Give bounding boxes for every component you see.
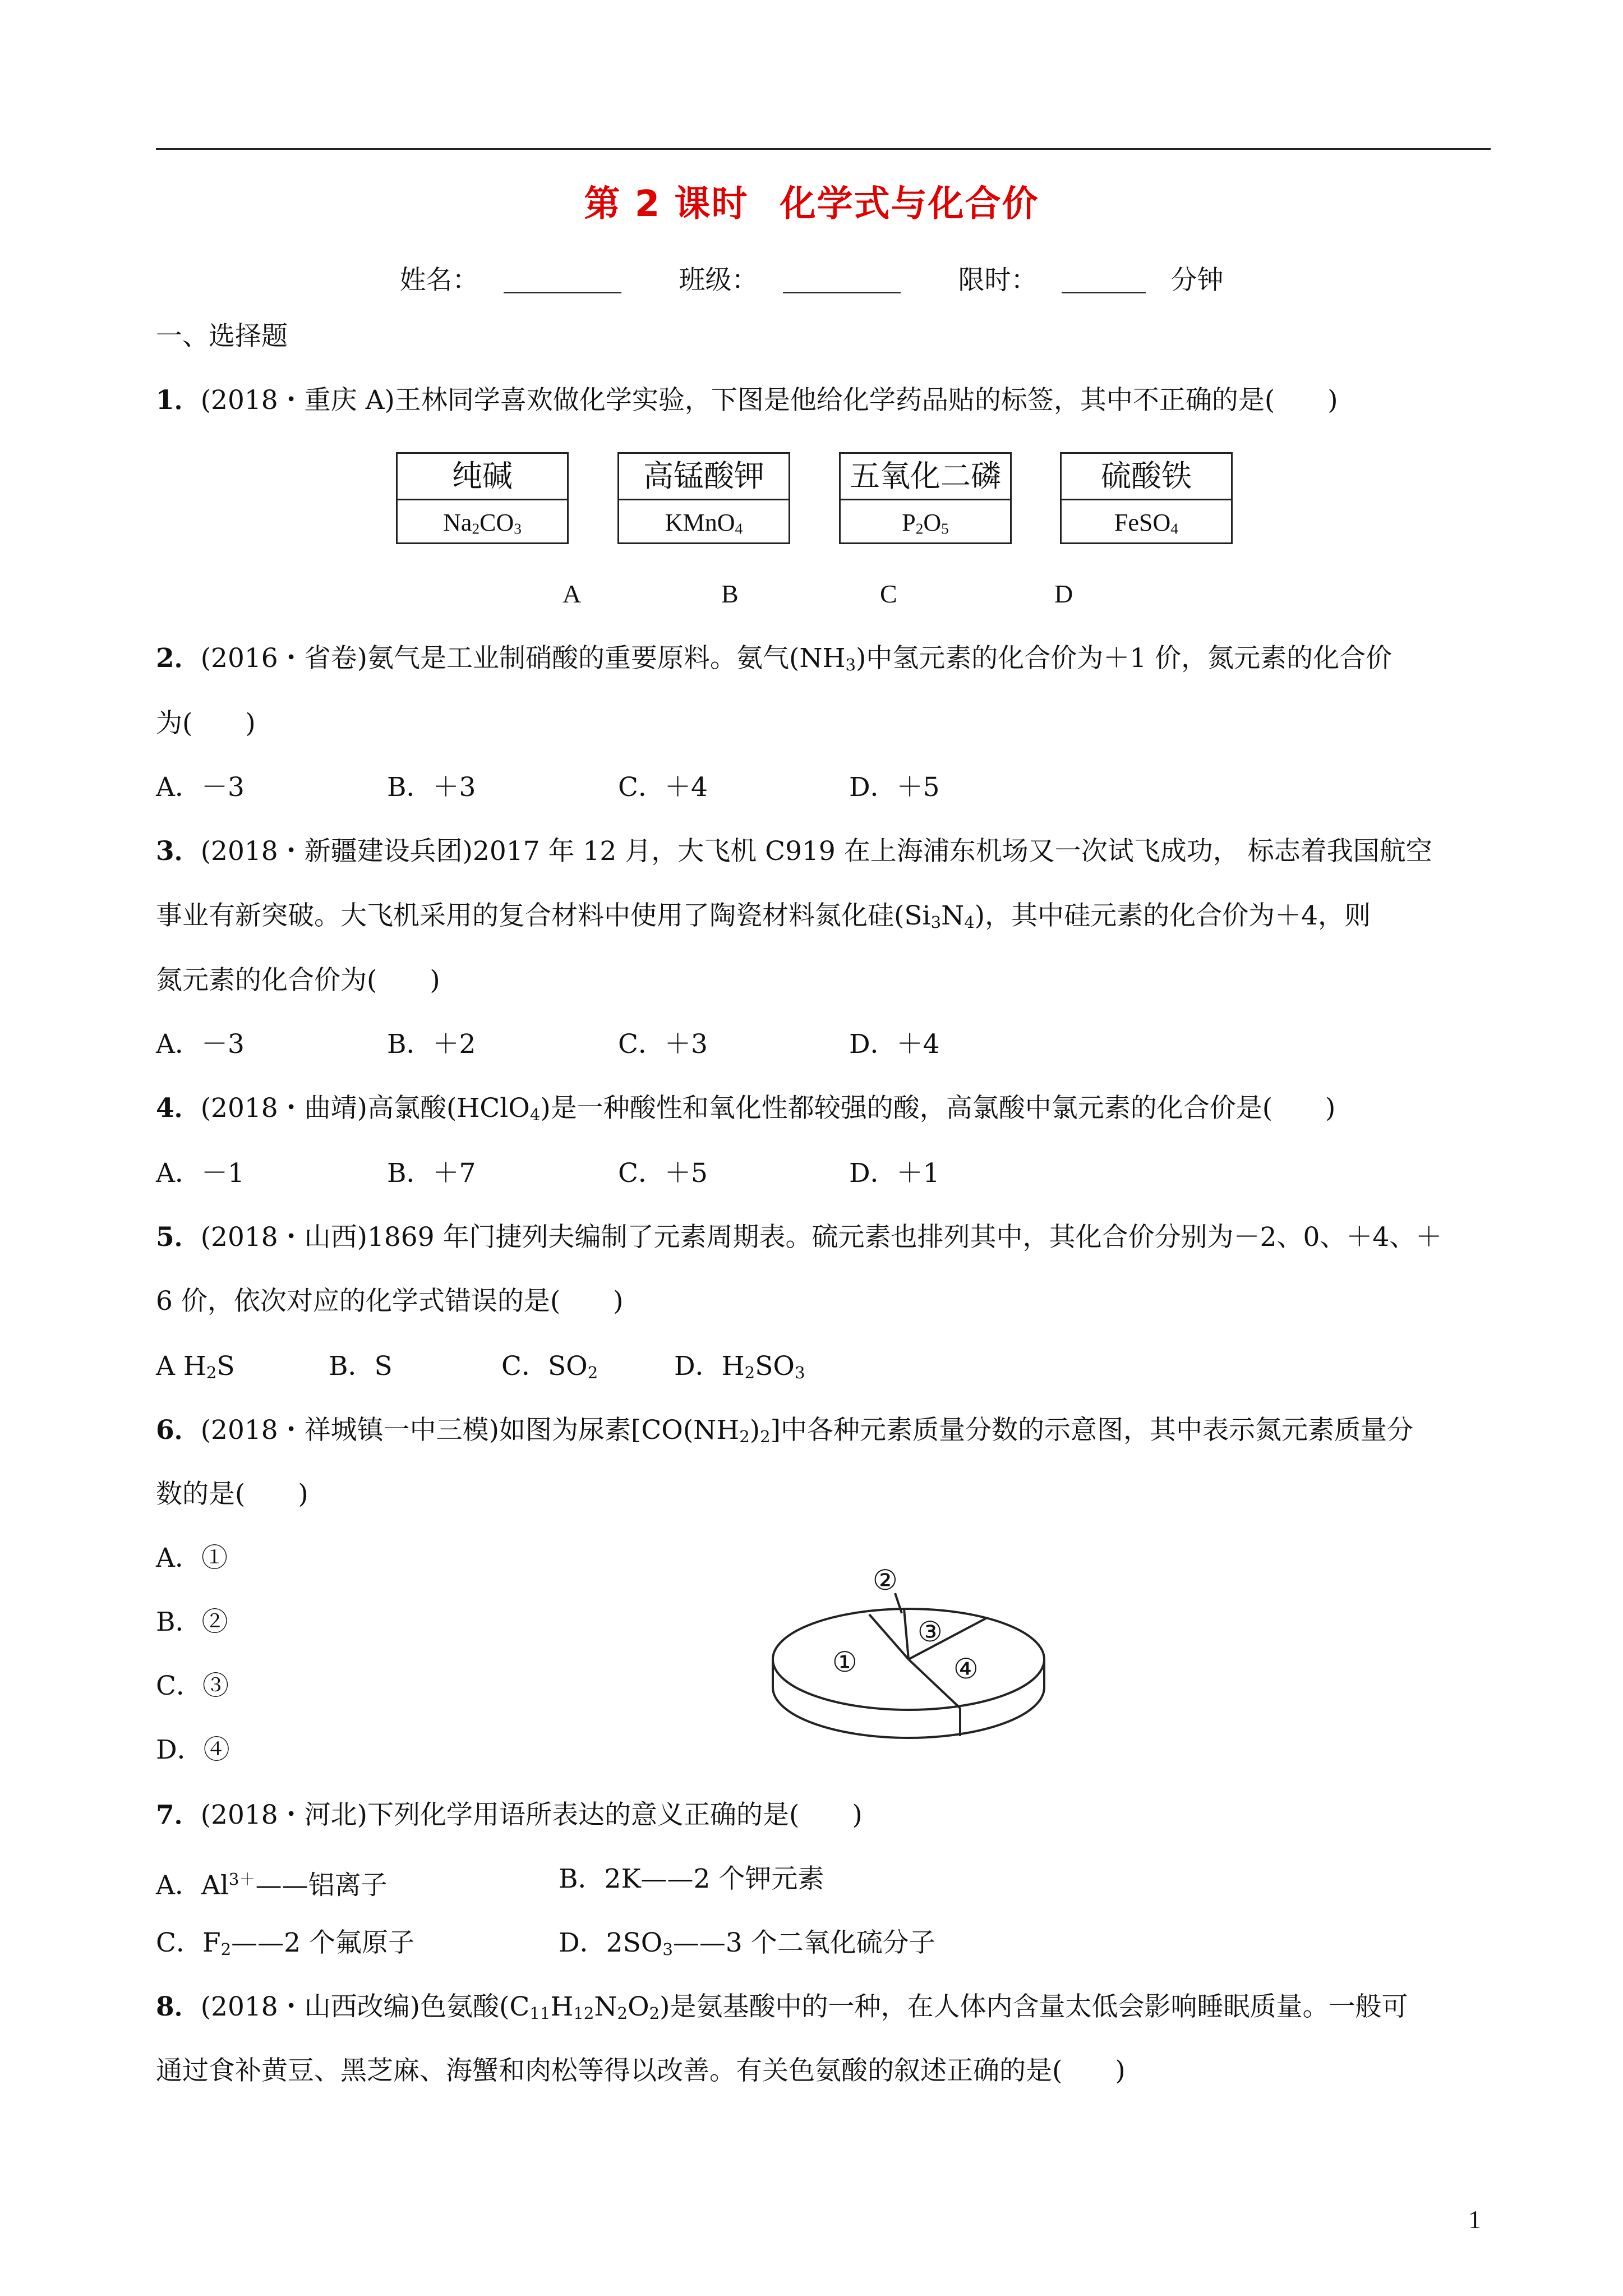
option-c[interactable]: C．$F_2——2$ 个氟原子 (156, 1927, 414, 1959)
question-5: 5．(2018・山西)1869 年门捷列夫编制了元素周期表。硫元素也排列其中，其化合价分别为－2、0、＋4、＋ (156, 1222, 1442, 1253)
option-a[interactable]: A．① (156, 1543, 228, 1573)
class-label: 班级： (679, 265, 758, 296)
question-3: 3．(2018・新疆建设兵团)2017 年 12 月，大飞机 C919 在上海浦东机场又一次试飞成功， 标志着我国航空 (156, 836, 1432, 867)
option-a[interactable]: A．－3 (156, 772, 245, 803)
question-1: 1．(2018・重庆 A)王林同学喜欢做化学实验，下图是他给化学药品贴的标签，其中不正确的是( ) (156, 385, 1338, 416)
time-blank[interactable] (1062, 270, 1146, 293)
page-number: 1 (1468, 2205, 1481, 2234)
choice-a[interactable]: A (562, 579, 582, 608)
question-3-line3: 氮元素的化合价为( ) (156, 965, 440, 996)
question-7: 7．(2018・河北)下列化学用语所表达的意义正确的是( ) (156, 1800, 863, 1830)
option-a[interactable]: A．－3 (156, 1029, 245, 1060)
student-info (0, 259, 1623, 297)
label-formula: $Na_2CO_3$ (443, 509, 522, 537)
page-title: 第 2 课时 化学式与化合价 (584, 183, 1039, 225)
option-a[interactable]: A．$Al^{3+}——$铝离子 (156, 1870, 388, 1901)
option-b[interactable]: B．S (329, 1351, 393, 1382)
section-heading: 一、选择题 (156, 321, 288, 352)
question-3-line2: 事业有新突破。大飞机采用的复合材料中使用了陶瓷材料氮化硅$(Si_3N_4)$，其中硅元素的化合价为＋4，则 (156, 900, 1371, 932)
label-card-c (839, 452, 1012, 544)
label-formula: $P_2O_5$ (902, 509, 949, 537)
option-d[interactable]: D．＋4 (849, 1029, 940, 1060)
label-card-a (396, 452, 569, 544)
label-formula: FeSO$_4$ (1114, 509, 1178, 537)
header-rule (156, 148, 1491, 150)
question-8: 8．(2018・山西改编)色氨酸$(C_{11}H_{12}N_2O_2)$是氨基酸中的一种，在人体内含量太低会影响睡眠质量。一般可 (156, 1991, 1408, 2023)
name-blank[interactable] (504, 270, 621, 293)
choice-c[interactable]: C (880, 579, 897, 608)
option-d[interactable]: D．＋1 (849, 1158, 940, 1189)
pie-label-3: ③ (917, 1616, 943, 1648)
name-label: 姓名： (399, 265, 479, 296)
option-b[interactable]: B．2K——2 个钾元素 (559, 1864, 824, 1894)
option-c[interactable]: C．$SO_2$ (501, 1351, 598, 1382)
question-8-line2: 通过食补黄豆、黑芝麻、海蟹和肉松等得以改善。有关色氨酸的叙述正确的是( ) (156, 2055, 1126, 2086)
option-b[interactable]: B．＋2 (387, 1029, 476, 1060)
label-card-d (1060, 452, 1233, 544)
choice-b[interactable]: B (721, 579, 739, 608)
question-5-line2: 6 价，依次对应的化学式错误的是( ) (156, 1286, 624, 1317)
question-4: 4．(2018・曲靖)高氯酸(HClO$_4$)是一种酸性和氧化性都较强的酸，高氯酸中氯元素的化合价是( ) (156, 1093, 1336, 1124)
label-name: 硫酸铁 (1062, 454, 1231, 500)
question-6: 6．(2018・祥城镇一中三模)如图为尿素$[CO(NH_2)_2]$中各种元素质量分数的示意图，其中表示氮元素质量分 (156, 1415, 1414, 1446)
question-2: 2．(2016・省卷)氨气是工业制硝酸的重要原料。氨气$(NH_3)$中氢元素的化合价为＋1 价，氮元素的化合价 (156, 643, 1393, 674)
label-name: 高锰酸钾 (619, 454, 789, 500)
time-label: 限时： (958, 265, 1038, 296)
option-d[interactable]: D．④ (156, 1734, 230, 1765)
option-b[interactable]: B．② (156, 1607, 228, 1637)
option-a[interactable]: A $H_2S$ (156, 1351, 235, 1382)
pie-label-2: ② (873, 1564, 898, 1596)
option-d[interactable]: D．$H_2SO_3$ (674, 1351, 805, 1382)
option-a[interactable]: A．－1 (156, 1158, 245, 1189)
label-name: 五氧化二磷 (841, 454, 1010, 500)
label-formula: KMnO$_4$ (665, 509, 743, 537)
option-c[interactable]: C．＋4 (618, 772, 708, 803)
question-2-line2: 为( ) (156, 708, 256, 739)
time-unit: 分钟 (1170, 265, 1224, 296)
option-b[interactable]: B．＋7 (387, 1158, 476, 1189)
label-card-b (617, 452, 790, 544)
option-b[interactable]: B．＋3 (387, 772, 476, 803)
pie-label-1: ① (832, 1646, 857, 1678)
option-d[interactable]: D．＋5 (849, 772, 940, 803)
pie-label-4: ④ (953, 1653, 979, 1685)
option-d[interactable]: D．$2SO_3——3$ 个二氧化硫分子 (559, 1927, 935, 1959)
label-name: 纯碱 (398, 454, 567, 500)
pie-diagram (763, 1559, 1054, 1745)
option-c[interactable]: C．③ (156, 1671, 229, 1701)
question-6-line2: 数的是( ) (156, 1479, 308, 1510)
option-c[interactable]: C．＋3 (618, 1029, 708, 1060)
option-c[interactable]: C．＋5 (618, 1158, 708, 1189)
class-blank[interactable] (783, 270, 901, 293)
choice-d[interactable]: D (1054, 579, 1073, 608)
